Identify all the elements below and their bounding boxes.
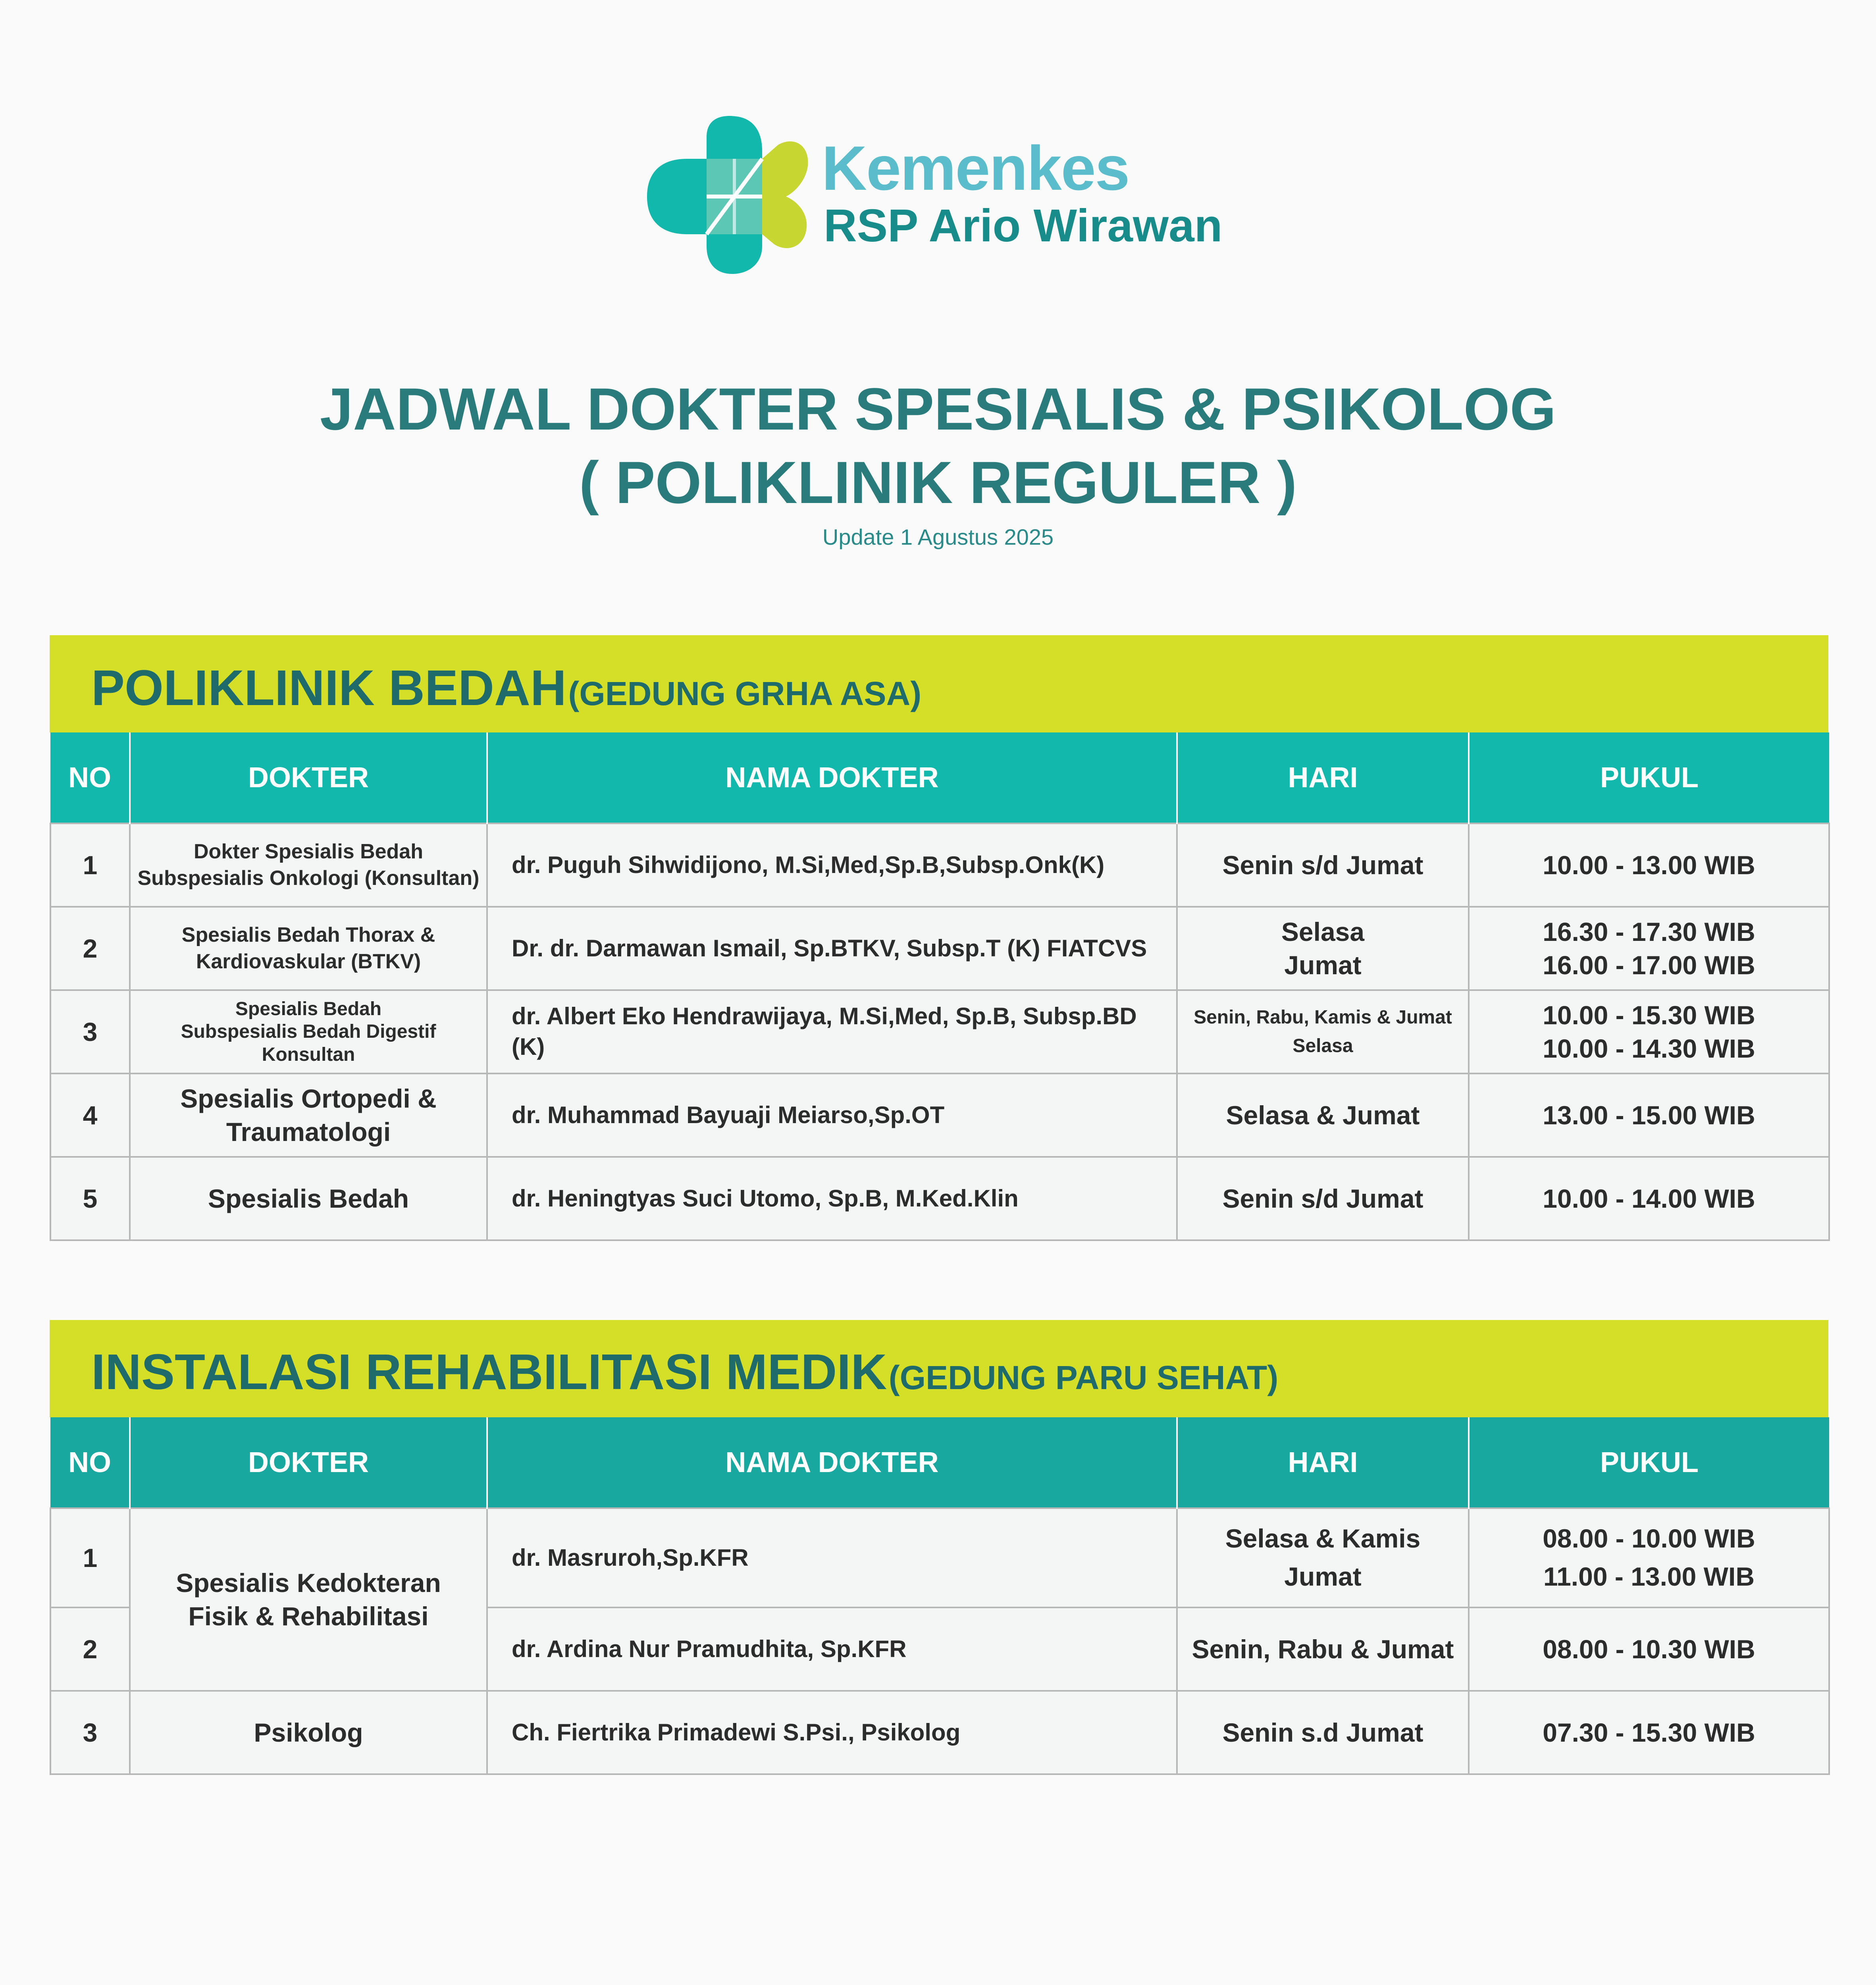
row-pukul: 10.00 - 15.30 WIB 10.00 - 14.30 WIB bbox=[1469, 990, 1829, 1073]
row-no: 2 bbox=[50, 907, 130, 990]
row-pukul: 08.00 - 10.30 WIB bbox=[1469, 1607, 1829, 1691]
section-location: (GEDUNG GRHA ASA) bbox=[568, 675, 922, 712]
table-header-row bbox=[50, 732, 1829, 823]
row-nama: Dr. dr. Darmawan Ismail, Sp.BTKV, Subsp.T (K) FIATCVS bbox=[487, 907, 1177, 990]
row-nama: dr. Puguh Sihwidijono, M.Si,Med,Sp.B,Subsp.Onk(K) bbox=[487, 823, 1177, 907]
section-header-rehabilitasi bbox=[50, 1320, 1828, 1417]
table-row bbox=[50, 1157, 1829, 1240]
col-nama: NAMA DOKTER bbox=[487, 732, 1177, 823]
row-no: 1 bbox=[50, 823, 130, 907]
col-no: NO bbox=[50, 732, 130, 823]
section-header-bedah bbox=[50, 635, 1828, 732]
row-pukul: 10.00 - 13.00 WIB bbox=[1469, 823, 1829, 907]
row-dokter: Spesialis Bedah bbox=[130, 1157, 487, 1240]
col-nama: NAMA DOKTER bbox=[487, 1417, 1177, 1508]
row-no: 4 bbox=[50, 1073, 130, 1157]
row-nama: dr. Masruroh,Sp.KFR bbox=[487, 1508, 1177, 1607]
col-pukul: PUKUL bbox=[1469, 1417, 1829, 1508]
table-row bbox=[50, 907, 1829, 990]
row-dokter: Spesialis Bedah Subspesialis Bedah Digestif Konsultan bbox=[130, 990, 487, 1073]
row-pukul: 07.30 - 15.30 WIB bbox=[1469, 1691, 1829, 1774]
logo-text-hospital: RSP Ario Wirawan bbox=[824, 200, 1223, 251]
row-pukul: 08.00 - 10.00 WIB 11.00 - 13.00 WIB bbox=[1469, 1508, 1829, 1607]
table-row bbox=[50, 1691, 1829, 1774]
table-rehabilitasi bbox=[50, 1417, 1830, 1775]
table-row bbox=[50, 1073, 1829, 1157]
row-no: 5 bbox=[50, 1157, 130, 1240]
row-nama: dr. Albert Eko Hendrawijaya, M.Si,Med, Sp.B, Subsp.BD (K) bbox=[487, 990, 1177, 1073]
row-hari: Senin s/d Jumat bbox=[1177, 1157, 1469, 1240]
row-no: 3 bbox=[50, 1691, 130, 1774]
row-hari: Senin s/d Jumat bbox=[1177, 823, 1469, 907]
row-dokter: Psikolog bbox=[130, 1691, 487, 1774]
row-pukul: 13.00 - 15.00 WIB bbox=[1469, 1073, 1829, 1157]
row-hari: Selasa & Jumat bbox=[1177, 1073, 1469, 1157]
row-hari: Senin s.d Jumat bbox=[1177, 1691, 1469, 1774]
row-dokter: Spesialis Bedah Thorax & Kardiovaskular (BTKV) bbox=[130, 907, 487, 990]
section-location: (GEDUNG PARU SEHAT) bbox=[888, 1359, 1279, 1396]
row-no: 3 bbox=[50, 990, 130, 1073]
col-no: NO bbox=[50, 1417, 130, 1508]
table-header-row bbox=[50, 1417, 1829, 1508]
row-no: 2 bbox=[50, 1607, 130, 1691]
section-title: INSTALASI REHABILITASI MEDIK bbox=[91, 1344, 887, 1400]
col-hari: HARI bbox=[1177, 732, 1469, 823]
page-title: JADWAL DOKTER SPESIALIS & PSIKOLOG bbox=[320, 376, 1556, 442]
table-row bbox=[50, 990, 1829, 1073]
row-nama: Ch. Fiertrika Primadewi S.Psi., Psikolog bbox=[487, 1691, 1177, 1774]
row-no: 1 bbox=[50, 1508, 130, 1607]
row-dokter: Spesialis Kedokteran Fisik & Rehabilitasi bbox=[130, 1508, 487, 1691]
col-hari: HARI bbox=[1177, 1417, 1469, 1508]
col-pukul: PUKUL bbox=[1469, 732, 1829, 823]
kemenkes-logo-mark bbox=[647, 116, 808, 274]
section-title: POLIKLINIK BEDAH bbox=[91, 660, 566, 716]
row-pukul: 16.30 - 17.30 WIB 16.00 - 17.00 WIB bbox=[1469, 907, 1829, 990]
row-hari: Senin, Rabu, Kamis & Jumat Selasa bbox=[1177, 990, 1469, 1073]
table-bedah bbox=[50, 732, 1830, 1241]
row-dokter: Spesialis Ortopedi & Traumatologi bbox=[130, 1073, 487, 1157]
row-hari: Selasa & Kamis Jumat bbox=[1177, 1508, 1469, 1607]
table-row bbox=[50, 823, 1829, 907]
update-date: Update 1 Agustus 2025 bbox=[822, 524, 1054, 549]
row-nama: dr. Heningtyas Suci Utomo, Sp.B, M.Ked.Klin bbox=[487, 1157, 1177, 1240]
row-nama: dr. Muhammad Bayuaji Meiarso,Sp.OT bbox=[487, 1073, 1177, 1157]
row-dokter: Dokter Spesialis Bedah Subspesialis Onkologi (Konsultan) bbox=[130, 823, 487, 907]
row-nama: dr. Ardina Nur Pramudhita, Sp.KFR bbox=[487, 1607, 1177, 1691]
page-subtitle: ( POLIKLINIK REGULER ) bbox=[579, 449, 1297, 516]
logo-text-kemenkes: Kemenkes bbox=[822, 133, 1129, 203]
col-dokter: DOKTER bbox=[130, 732, 487, 823]
row-hari: Senin, Rabu & Jumat bbox=[1177, 1607, 1469, 1691]
col-dokter: DOKTER bbox=[130, 1417, 487, 1508]
table-row bbox=[50, 1508, 1829, 1607]
row-hari: Selasa Jumat bbox=[1177, 907, 1469, 990]
row-pukul: 10.00 - 14.00 WIB bbox=[1469, 1157, 1829, 1240]
